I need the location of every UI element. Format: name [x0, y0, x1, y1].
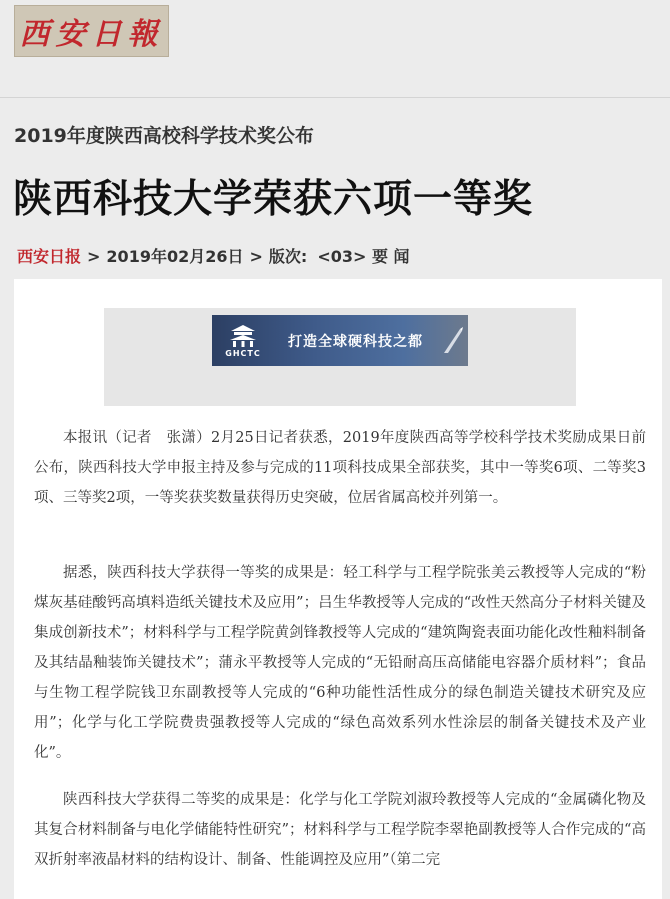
rocket-arrow-icon: [442, 325, 464, 355]
breadcrumb-separator: >: [249, 247, 263, 266]
paragraph-1: 本报讯（记者 张潇）2月25日记者获悉，2019年度陕西高等学校科学技术奖励成果日前公布，陕西科技大学申报主持及参与完成的11项科技成果全部获奖，其中一等奖6项、二等奖3项、三等奖2项，一等奖获奖数量获得历史突破，位居省属高校并列第一。: [34, 430, 646, 506]
article-content: [14, 279, 662, 899]
newspaper-masthead-logo[interactable]: [14, 5, 169, 57]
page-value: <03> 要 闻: [317, 247, 410, 266]
publish-date: 2019年02月26日: [106, 247, 244, 266]
breadcrumb-separator: >: [87, 247, 101, 266]
ad-banner[interactable]: [212, 315, 468, 366]
header-divider: [0, 97, 670, 98]
banner-logo-text: GHCTC: [225, 348, 261, 358]
source-link[interactable]: 西安日报: [17, 247, 82, 266]
article-title: 陕西科技大学荣获六项一等奖: [13, 177, 534, 222]
ghctc-logo: [220, 320, 266, 362]
pagoda-icon: [228, 324, 258, 348]
banner-frame: [104, 308, 576, 406]
paragraph-2: 据悉，陕西科技大学获得一等奖的成果是：轻工科学与工程学院张美云教授等人完成的“粉煤灰基硅酸钙高填料造纸关键技术及应用”；吕生华教授等人完成的“改性天然高分子材料关键及集成创新技术”；材料科学与工程学院黄剑锋教授等人完成的“建筑陶瓷表面功能化改性釉料制备及其结晶釉装饰关键技术”；蒲永平教授等人完成的“无铅耐高压高储能电容器介质材料”；食品与生物工程学院钱卫东副教授等人完成的“6种功能性活性成分的绿色制造关键技术研究及应用”；化学与化工学院费贵强教授等人完成的“绿色高效系列水性涂层的制备关键技术及产业化”。: [34, 565, 646, 761]
page-label: 版次:: [268, 247, 308, 266]
paragraph-3: 陕西科技大学获得二等奖的成果是：化学与化工学院刘淑玲教授等人完成的“金属磷化物及其复合材料制备与电化学储能特性研究”；材料科学与工程学院李翠艳副教授等人合作完成的“高双折射率液晶材料的结构设计、制备、性能调控及应用”（第二完: [34, 792, 646, 868]
banner-slogan: 打造全球硬科技之都: [288, 333, 423, 350]
article-subtitle: 2019年度陕西高校科学技术奖公布: [14, 125, 314, 147]
masthead-logo-text: 西安日報: [19, 17, 164, 52]
article-meta: [17, 244, 410, 267]
